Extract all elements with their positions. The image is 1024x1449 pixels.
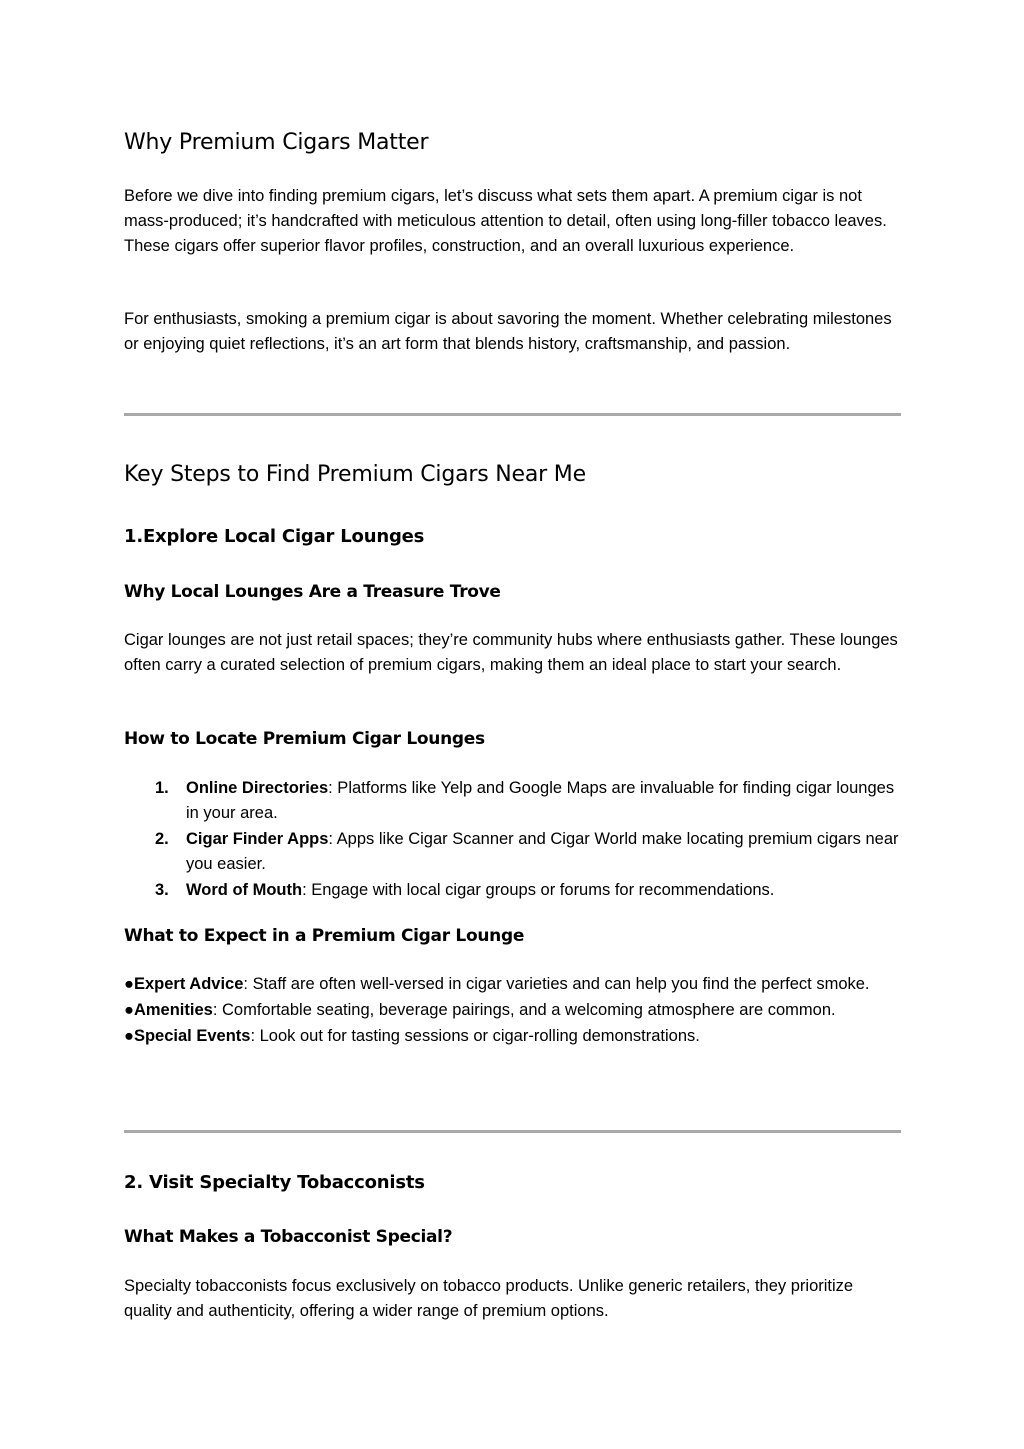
- paragraph-enthusiasts: For enthusiasts, smoking a premium cigar is about savoring the moment. Whether celebrating milestones or enjoying quiet reflections, it’s an art form that blends history, craftsmanship, and passion.: [124, 310, 892, 353]
- subheading-treasure-trove: Why Local Lounges Are a Treasure Trove: [124, 582, 501, 602]
- section-heading-why-premium: Why Premium Cigars Matter: [124, 130, 429, 155]
- locate-lounges-list: [124, 776, 901, 904]
- list-item-term: Online Directories: [186, 779, 329, 797]
- paragraph-lounges: Cigar lounges are not just retail spaces; they’re community hubs where enthusiasts gather. These lounges often carry a curated selection of premium cigars, making them an ideal place to start your search.: [124, 631, 898, 674]
- list-item-term: Word of Mouth: [186, 881, 303, 899]
- list-item: [124, 1024, 901, 1049]
- list-item-text: : Platforms like Yelp and Google Maps are invaluable for finding cigar lounges in your area.: [186, 779, 895, 822]
- bullet-icon: ●: [124, 1027, 134, 1045]
- list-item: [124, 878, 901, 903]
- step-heading-tobacconists: 2. Visit Specialty Tobacconists: [124, 1172, 425, 1193]
- list-number: 3.: [155, 881, 169, 899]
- list-item-text: : Apps like Cigar Scanner and Cigar World make locating premium cigars near you easier.: [186, 830, 899, 873]
- section-heading-key-steps: Key Steps to Find Premium Cigars Near Me: [124, 462, 586, 487]
- subheading-what-to-expect: What to Expect in a Premium Cigar Lounge: [124, 926, 525, 946]
- horizontal-divider: [124, 1130, 901, 1133]
- list-item-text: : Engage with local cigar groups or forums for recommendations.: [302, 881, 775, 899]
- list-item-term: Expert Advice: [133, 975, 244, 993]
- list-item-text: : Look out for tasting sessions or cigar-rolling demonstrations.: [250, 1027, 700, 1045]
- list-item-text: : Staff are often well-versed in cigar varieties and can help you find the perfect smoke.: [243, 975, 870, 993]
- list-item: [124, 827, 901, 877]
- list-item-term: Special Events: [133, 1027, 251, 1045]
- paragraph-premium-intro: Before we dive into finding premium cigars, let’s discuss what sets them apart. A premium cigar is not mass-produced; it’s handcrafted with meticulous attention to detail, often using long-filler tobacco leaves. These cigars offer superior flavor profiles, construction, and an overall luxurious experience.: [124, 187, 887, 255]
- subheading-tobacconist-special: What Makes a Tobacconist Special?: [124, 1227, 453, 1247]
- subheading-locate-lounges: How to Locate Premium Cigar Lounges: [124, 729, 485, 749]
- bullet-icon: ●: [124, 1001, 134, 1019]
- list-item-term: Amenities: [133, 1001, 213, 1019]
- bullet-icon: ●: [124, 975, 134, 993]
- list-item: [124, 998, 901, 1023]
- list-item: [124, 776, 901, 826]
- paragraph-tobacconists: Specialty tobacconists focus exclusively on tobacco products. Unlike generic retailers, they prioritize quality and authenticity, offering a wider range of premium options.: [124, 1277, 854, 1320]
- step-heading-local-lounges: 1.Explore Local Cigar Lounges: [124, 526, 425, 547]
- list-item-term: Cigar Finder Apps: [186, 830, 329, 848]
- horizontal-divider: [124, 413, 901, 416]
- list-item: [124, 972, 901, 997]
- list-number: 2.: [155, 830, 169, 848]
- expect-list: [124, 972, 901, 1050]
- list-item-text: : Comfortable seating, beverage pairings, and a welcoming atmosphere are common.: [212, 1001, 836, 1019]
- list-number: 1.: [155, 779, 169, 797]
